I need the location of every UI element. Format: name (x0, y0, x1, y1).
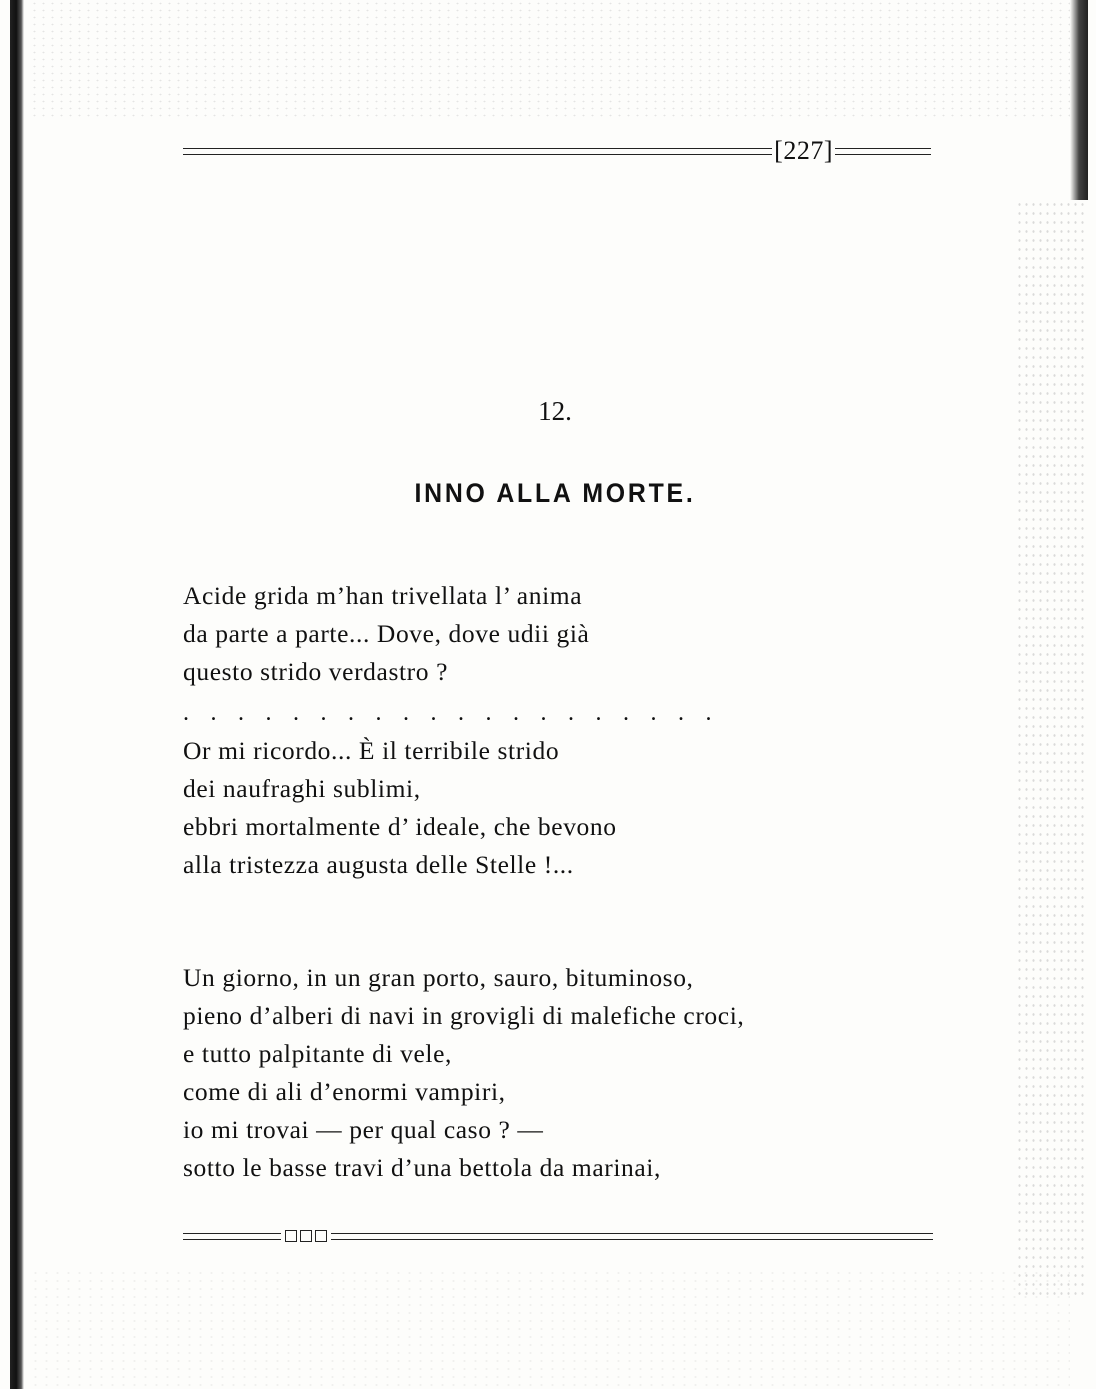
poem-number: 12. (538, 396, 572, 426)
square-ornament-icon (315, 1230, 327, 1242)
verse-line: sotto le basse travi d’una bettola da marinai, (183, 1153, 661, 1182)
square-ornament-icon (285, 1230, 297, 1242)
footer-rule-left (183, 1233, 281, 1240)
verse-line: ebbri mortalmente d’ ideale, che bevono (183, 812, 617, 841)
verse-line: da parte a parte... Dove, dove udii già (183, 619, 590, 648)
stanza-2 (183, 732, 617, 884)
square-ornament-icon (300, 1230, 312, 1242)
header-rule-right (835, 148, 931, 155)
poem-title: INNO ALLA MORTE. (414, 478, 696, 508)
scan-speckle-right (1016, 200, 1086, 1300)
verse-line: Acide grida m’han trivellata l’ anima (183, 581, 583, 610)
verse-line: io mi trovai — per qual caso ? — (183, 1115, 544, 1144)
scan-speckle-top (30, 0, 1070, 120)
verse-line: Un giorno, in un gran porto, sauro, bituminoso, (183, 963, 694, 992)
binding-edge-left (10, 0, 24, 1389)
verse-line: alla tristezza augusta delle Stelle !... (183, 850, 574, 879)
verse-line: come di ali d’enormi vampiri, (183, 1077, 506, 1106)
verse-line: Or mi ricordo... È il terribile strido (183, 736, 560, 765)
page-header (183, 136, 931, 166)
verse-line: e tutto palpitante di vele, (183, 1039, 452, 1068)
verse-line: questo strido verdastro ? (183, 657, 448, 686)
scan-speckle-bottom (30, 1269, 1070, 1389)
stanza-3 (183, 959, 744, 1187)
stanza-1 (183, 577, 589, 691)
verse-line: pieno d’alberi di navi in grovigli di malefiche croci, (183, 1001, 745, 1030)
ellipsis-row: . . . . . . . . . . . . . . . . . . . . (183, 700, 712, 726)
footer-rule-right (331, 1233, 933, 1240)
page-number: [227] (774, 136, 833, 165)
page-edge-right (1070, 0, 1088, 200)
page-footer (183, 1226, 933, 1246)
header-rule-left (183, 148, 772, 155)
verse-line: dei naufraghi sublimi, (183, 774, 421, 803)
footer-ornament-icon (281, 1230, 331, 1242)
